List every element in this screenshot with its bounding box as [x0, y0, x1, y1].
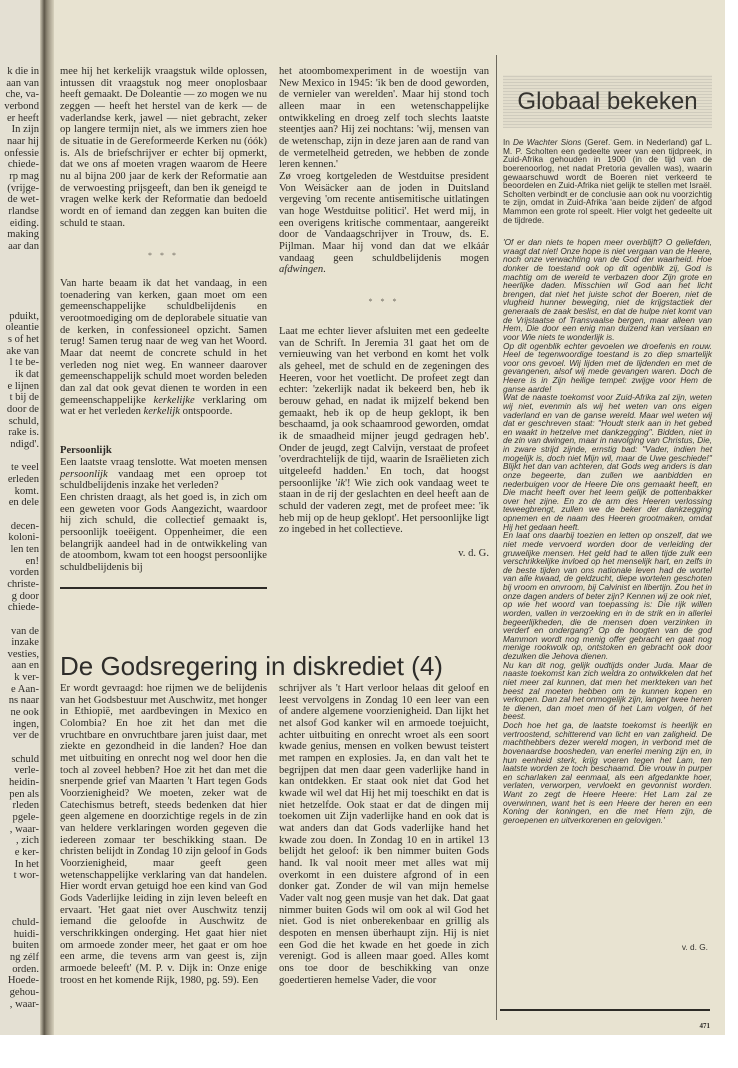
text-run: het atoombomexperiment in de woestijn van New Mexico in 1945: 'ik ben de dood geworden, de vernieler van werelden'. Maar hij stond toch alleen maar in een wetenschappelijke ontwikkeling en droeg zelf toch slechts laatste steentjes aan? Hij zei nochtans: 'wij, mensen van de wetenschap, zijn in deze jaren aan de rand van de vermetelheid getreden, we hebben de zonde leren kennen.': [279, 66, 489, 171]
text-fragment-line: verle-: [14, 765, 39, 777]
text-fragment-line: chiede-: [7, 159, 39, 171]
text-fragment-line: naar hij: [6, 135, 39, 147]
sidebar-signature: v. d. G.: [681, 942, 708, 952]
text-fragment-line: er heeft: [6, 112, 39, 124]
text-fragment-line: t wor-: [13, 870, 39, 882]
article-column-2-part-2: [279, 326, 489, 536]
text-fragment-line: (vrijge-: [7, 182, 39, 194]
text-fragment-line: ake van: [6, 345, 39, 357]
text-fragment-line: , waar-: [9, 998, 39, 1010]
article-column-1-part-1: [60, 66, 267, 229]
text-fragment-line: schuld: [11, 753, 39, 765]
text-run: Een laatste vraag tenslotte. Wat moeten mensen: [60, 457, 267, 468]
text-fragment-line: aar dan: [8, 240, 39, 252]
text-run: ontspoorde.: [180, 406, 233, 418]
text-fragment-line: door de: [6, 404, 39, 416]
quote-paragraph: [503, 393, 712, 531]
page-fold-gutter: [40, 0, 54, 1035]
text-fragment-line: vesties,: [7, 648, 39, 660]
text-fragment-line: t bij de: [9, 392, 39, 404]
text-fragment-line: k ver-: [14, 672, 39, 684]
italic-text-run: De Wachter Sions: [513, 137, 582, 147]
quote-paragraph: [503, 531, 712, 660]
text-run: '! Wie zich ook vandaag weet te staan in de rij der geslachten en deel heeft aan de schuld der vaderen zegt, met de profeet mee: 'ik heb mij op de heup geklopt'. Het persoonlijke ligt zo ingebed in het collectieve.: [279, 477, 489, 536]
text-fragment-line: che, va-: [5, 89, 39, 101]
text-run: Er wordt gevraagd: hoe rijmen we de belijdenis van het Godsbestuur met Auschwitz, met honger in Ethiopië, met aardbevingen in Mexico en Colombia? En hoe zit het dan met die vruchtbare en onvruchtbare jaren juist daar, met ziekte en gezondheid in die landen? Hoe dan met uitbuiting en onrecht nog wel door hen die toch al zoveel hebben? Hoe zit het dan met die snerpende grief van Maarten 't Hart tegen Gods Voorzienigheid? We moeten, zeker wat de Catechismus betreft, steeds bedenken dat hier geen algemene en doorzichtige regels in de zin van heldere verklaringen worden gegeven die iedereen zomaar ter beschikking staan. De christen belijdt in Zondag 10 zijn geloof in Gods Voorzienigheid, maar geeft geen wetenschappelijke verklaring van dat handelen. Hier wordt ervan getuigd hoe een kind van God Gods Vaderlijke leiding in zijn leven beleeft en ervaart. 'Het gaat niet over Auschwitz tenzij iemand die geloofde in Auschwitz de verschrikkingen onderging. Het gaat hier niet om armoede zonder meer, het gaat er om hoe een arme, die tevens arm van geest is, zijn armoede beleeft' (M. P. v. Dijk in: Onze enige troost en het komende Rijk, 1980, pg. 59). Een: [60, 683, 267, 986]
intro-paragraph: [503, 138, 712, 224]
text-fragment-line: [0, 905, 39, 917]
text-fragment-line: ik dat: [15, 369, 39, 381]
text-fragment-line: len ten: [10, 543, 39, 555]
text-fragment-line: g door: [11, 590, 39, 602]
paragraph: [279, 326, 489, 536]
text-fragment-line: verbond: [4, 100, 39, 112]
sidebar-intro: [503, 138, 712, 224]
text-fragment-line: en!: [25, 555, 39, 567]
text-fragment-line: ndigd'.: [10, 439, 39, 450]
text-run: In: [503, 137, 514, 147]
text-fragment-line: In het: [14, 858, 39, 870]
text-fragment-line: s of het: [7, 334, 39, 346]
paragraph: [60, 66, 267, 229]
text-fragment-line: pen als: [9, 788, 39, 800]
text-fragment-line: vorden: [9, 567, 39, 579]
text-fragment-line: e lijnen: [7, 380, 39, 392]
bottom-article-column-2: [279, 683, 489, 986]
text-fragment-line: [0, 882, 39, 894]
sidebar-title-box: [503, 75, 712, 128]
text-run: verklaring om wat er het verleden: [60, 394, 267, 418]
text-fragment-line: aan van: [6, 77, 39, 89]
text-fragment-line: making: [7, 229, 39, 241]
quote-paragraph: [503, 238, 712, 342]
text-fragment-line: buiten: [12, 940, 39, 952]
sidebar-bottom-rule: [500, 1009, 710, 1011]
text-run: Nu kan dit nog, gelijk oudtijds onder Juda. Maar de naaste toekomst kan zich weldra zo ontwikkelen dat het niet meer zal kunnen, dat men het merkteken van het beest zal moeten hebben om te kunnen kopen en verkopen. Dan zal het onmogelijk zijn, langer twee heren te dienen, dan moet men óf het Lam volgen, óf het beest.: [503, 659, 712, 722]
quote-paragraph: [503, 342, 712, 394]
text-fragment-line: chiede-: [7, 602, 39, 614]
text-fragment-line: e Aan-: [11, 683, 39, 695]
text-fragment-line: christe-: [7, 578, 39, 590]
text-fragment-line: komt.: [14, 485, 39, 497]
text-fragment-line: [0, 299, 39, 311]
text-fragment-line: orden.: [12, 963, 39, 975]
italic-text-run: kerkelijke: [153, 394, 195, 406]
italic-text-run: ik: [337, 477, 346, 489]
text-fragment-line: [0, 614, 39, 626]
text-run: Doch hoe het ga, de laatste toekomst is heerlijk en vertroostend, schitterend van licht en van zaligheid. De machthebbers dezer wereld mogen, in verbond met de bovenaardse boosheden, van enerlei mening zijn en, in hun eenheid sterk, krijg voeren tegen het Lam, ten laatste worden ze toch beschaamd. Die vrouw in purper en scharlaken zal eenmaal, als een afgedankte hoer, verlaten, verworpen, vervloekt en gevonnist worden. Want zo zegt de Heere Heere: Het Lam zal ze overwinnen, want het is een Heere der heren en een Koning der koningen, en die met Hem zijn, de geroepenen en uitverkorenen en gelovigen.': [503, 720, 712, 825]
text-run: schrijver als 't Hart verloor helaas dit geloof en leest vervolgens in Zondag 10 een leer van een of andere algemene voorzienigheid. Dan lijkt het net alsof God kanker wil en armoede toejuicht, achter uitbuiting en onrecht wroet als een soort kwade genius, mensen en volken bewust teistert met rampen en explosies. Ja, en dan valt het te begrijpen dat men daar geen vaderlijke hand in kan ontdekken. Er staat ook niet dat God het kwade wil wel dat Hij het mij toeschikt en dat is niet hetzelfde. Ook staat er dat de dingen mij toekomen uit Zijn vaderlijke hand en ook dat is wat anders dan dat Gods vaderlijke hand het kwade zou doen. In Zondag 10 en in artikel 13 belijdt het geloof: ik ben nimmer buiten Gods hand. Ik val nooit meer met alles wat mij overkomt in een duistere afgrond of in een donker gat. Zonder de wil van mijn hemelse Vader valt nog geen musje van het dak. Dat gaat nimmer buiten Gods wil om ook al wil God het niet. God is niet onberekenbaar en grillig als despoten en mensen überhaupt zijn. Hij is niet een God die het kwade en het goede in zich verenigt. God is alleen maar goed. Alles komt ons toe door de beschikking van onze goedertieren hemelse Vader, die voor: [279, 683, 489, 986]
text-fragment-line: [0, 276, 39, 288]
previous-page-text-fragments: [0, 66, 39, 1010]
text-fragment-line: In zijn: [11, 124, 39, 136]
subheading-persoonlijk: Persoonlijk: [60, 445, 112, 456]
text-fragment-line: schuld,: [8, 415, 39, 427]
section-separator: * * *: [368, 297, 400, 306]
text-fragment-line: huidi-: [13, 928, 39, 940]
text-run: .: [323, 264, 326, 276]
paragraph: [279, 683, 489, 986]
text-fragment-line: [0, 287, 39, 299]
text-fragment-line: rlandse: [8, 205, 39, 217]
text-fragment-line: e ker-: [14, 846, 39, 858]
sidebar-title: Globaal bekeken: [517, 88, 698, 115]
sidebar-quote: [503, 238, 712, 825]
author-signature: v. d. G.: [458, 548, 489, 559]
article-column-2-part-1: [279, 66, 489, 276]
text-fragment-line: te veel: [11, 462, 39, 474]
quote-paragraph: [503, 721, 712, 825]
bottom-article-column-1: [60, 683, 267, 986]
text-fragment-line: l te be-: [9, 357, 39, 369]
text-run: En laat ons daarbij toezien en letten op onszelf, dat we niet mede vervoerd worden door de verleiding der gruwelijke mensen. Het geld had te allen tijde zulk een verschrikkelijke invloed op het menselijk hart, en zelfs in de beste tijden van ons nationale leven had de wortel van alle kwaad, de geldzucht, diepe wortelen geschoten bij vroom en onvroom, bij Calvinist en libertijn. Zou het in onze dagen anders of beter zijn? Kennen wij ze ook niet, op wie het woord van toepassing is: Die rijk willen worden, vallen in verzoeking en in de strik en in allerlei begeerlijkheden, die de mensen doen verzinken in verderf en ondergang? Op de hoogten van de god Mammon wordt nog menig offer gebracht en gaat nog menige rookwolk op, ontstoken en gebracht ook door dezulken die Jehova dienen.: [503, 530, 712, 661]
text-fragment-line: de wet-: [7, 194, 39, 206]
text-fragment-line: k die in: [7, 66, 39, 77]
text-fragment-line: heidin-: [8, 777, 39, 789]
text-fragment-line: , zich: [16, 835, 39, 847]
text-fragment-line: onfessie: [4, 147, 39, 159]
section-separator: * * *: [148, 251, 179, 260]
italic-text-run: persoonlijk: [60, 468, 108, 480]
quote-paragraph: [503, 661, 712, 721]
page-number: 471: [699, 1022, 710, 1030]
text-fragment-line: [0, 253, 39, 265]
text-run: (Geref. Gem. in Nederland) gaf L. M. P. Scholten een gedeelte weer van een tijdpreek, in Zuid-Afrika gehouden in 1900 (in de tijd van de boerenoorlog, net nadat Pretoria gevallen was), waarin gewaarschuwd wordt de Boeren niet verkeerd te beoordelen en Zuid-Afrika niet gelijk te stellen met Israël. Scholten verbindt er de conclusie aan ook nu voorzichtig te zijn, omdat in Zuid-Afrika 'aan beide zijden' de afgod Mammon een grote rol speelt. Hier volgt het gedeelte uit de tijdrede.: [503, 137, 712, 225]
italic-text-run: kerkelijk: [143, 406, 180, 418]
text-fragment-line: aan en: [11, 660, 39, 672]
text-run: Zø vroeg kortgeleden de Westduitse president Von Weisäcker aan de joden in Duitsland vergeving 'om recente antisemitische uitlatingen van hoge Westduitse politici'. Het werd mij, in een overigens kritische commentaar, aangereikt door de Vandaagschrijver in Trouw, ds. E. Pijlman. Maar hij vond dan dat we elkáár vandaag geen schuldbelijdenis mogen: [279, 171, 489, 264]
text-fragment-line: , waar-: [9, 823, 39, 835]
text-fragment-line: eiding.: [9, 217, 39, 229]
text-run: Een christen draagt, als het goed is, in zich om een geweten voor Gods Aangezicht, waardoor hij zich schuld, die collectief gemaakt is, persoonlijk toeëigent. Oppenheimer, die een belangrijk aandeel had in de ontwikkeling van de atoombom, kwam tot een hoogst persoonlijke schuldbelijdenis bij: [60, 492, 267, 574]
italic-text-run: afdwingen: [279, 264, 324, 276]
text-run: Wat de naaste toekomst voor Zuid-Afrika zal zijn, weten wij niet, evenmin als wij het weten van ons eigen vaderland en van de ganse wereld. Maar wel weten wij dat er geschreven staat: ''Houdt sterk aan in het gebed en waakt in hetzelve met dankzegging''. Bidden, niet in de zin van dwingen, maar in navolging van Christus, Die, in zware strijd zijnde, ernstig bad: ''Vader, indien het mogelijk is, doch niet Mijn wil, maar de Uwe geschiede!'' Blijkt het dan van achteren, dat Gods weg anders is dan onze begeerte, dan zullen we aanbidden en nederbuigen voor de Heere Die ons gemaakt heeft, en Die macht heeft over het leem gelijk de pottenbakker over het zijne. En zo de arm des Heeren verlossing teweegbrengt, zullen we de beker der dankzegging opnemen en de naam des Heeren grootmaken, omdat Hij het gedaan heeft.: [503, 392, 712, 532]
text-run: vandaag met een oproep tot schuldbelijdenis inzake het verleden?: [60, 468, 267, 492]
text-fragment-line: [0, 451, 39, 463]
text-fragment-line: rake is.: [8, 427, 39, 439]
text-fragment-line: rp mag: [9, 170, 39, 182]
article-column-1-part-3: [60, 457, 267, 574]
paragraph: [60, 683, 267, 986]
text-fragment-line: [0, 894, 39, 906]
text-fragment-line: ver de: [12, 730, 39, 742]
text-fragment-line: van de: [11, 625, 39, 637]
paragraph: [60, 492, 267, 574]
text-fragment-line: inzake: [11, 637, 39, 649]
paragraph: [279, 171, 489, 276]
text-fragment-line: Hoede-: [7, 975, 39, 987]
text-fragment-line: rleden: [12, 800, 39, 812]
text-fragment-line: decen-: [10, 520, 39, 532]
column-divider: [496, 55, 497, 1020]
text-fragment-line: gehou-: [9, 986, 39, 998]
text-run: Op dit ogenblik echter gevoelen we droefenis en rouw. Heel de tegenwoordige toestand is zo diep smartelijk voor ons gevoel. Wij lijden met de lijdenden en met de gevangenen, alsof wij mede gevangen waren. Doch de Heere is in Zijn heilige tempel: zwijge voor Hem de ganse aarde!: [503, 340, 712, 394]
text-fragment-line: en dele: [8, 497, 39, 509]
text-fragment-line: [0, 264, 39, 276]
text-fragment-line: pduikt,: [9, 310, 39, 322]
paragraph: [279, 66, 489, 171]
text-fragment-line: [0, 509, 39, 521]
column-end-rule: [60, 587, 267, 589]
text-run: Van harte beaam ik dat het vandaag, in een toenadering van kerken, gaan moet om een gemeenschappelijke schuldbelijdenis en verootmoediging om de deplorabele situatie van de kerken, in confessioneel opzicht. Samen terug! Samen terug naar de weg van het Woord. Maar dat neemt de concrete schuld in het verleden nog niet weg. En wanneer daarover gemeenschappelijk schuld moet worden beleden dan zal dat ook gevat dienen te worden in een gemeenschappelijke: [60, 278, 267, 406]
text-fragment-line: koloni-: [8, 532, 39, 544]
text-fragment-line: oleantie: [5, 322, 39, 334]
paragraph: [60, 278, 267, 418]
article-column-1-part-2: [60, 278, 267, 418]
text-fragment-line: erleden: [7, 473, 39, 485]
text-fragment-line: ns naar: [8, 695, 39, 707]
text-fragment-line: ng zélf: [9, 951, 39, 963]
text-run: Laat me echter liever afsluiten met een gedeelte van de Schrift. In Jeremia 31 gaat het om de vernieuwing van het verbond en komt het volk als geheel, met de schuld en de zegeningen des Heeren, voor het voetlicht. De profeet zegt dan echter: 'zekerlijk nadat ik bekeerd ben, heb ik berouw gehad, en nadat ik mijzelf bekend ben gemaakt, heb ik op de heup geklopt, ik ben beschaamd, ja ook schaamrood geworden, omdat ik de smaadheid mijner jeugd gedragen heb'. Onder de jeugd, zegt Calvijn, verstaat de profeet 'overdrachtelijk de tijd, waarin de Israëlieten zich uitgeleefd hadden.' En toch, dat hoogst persoonlijke ': [279, 326, 489, 489]
text-fragment-line: chuld-: [11, 916, 39, 928]
text-fragment-line: ingen,: [12, 718, 39, 730]
text-fragment-line: [0, 742, 39, 754]
article-headline: De Godsregering in diskrediet (4): [60, 651, 443, 681]
paragraph: [60, 457, 267, 492]
text-fragment-line: pgele-: [12, 812, 39, 823]
text-fragment-line: ne ook: [10, 707, 39, 719]
text-run: mee hij het kerkelijk vraagstuk wilde oplossen, intussen dit vraagstuk nog meer onoplosbaar heeft gemaakt. De Doleantie — zo mogen we nu zeggen — heeft het herstel van de kerk — de vaderlandse kerk, jawel — niet gebracht, zeker op langere termijn niet, als we immers zien hoe de situatie in de Gereformeerde Kerken nu (óók) is. Als de briefschrijver er echter bij opmerkt, dat we ons af moeten vragen waarom de Heere nu al bijna 200 jaar de kerk der Reformatie aan de verwoesting prijsgeeft, dan ben ik geneigd te vragen welke kerk der Reformatie dan bedoeld wordt en of iemand dan zeggen kan buiten die schuld te staan.: [60, 66, 267, 229]
text-run: 'Of er dan niets te hopen meer overblijft? O geliefden, vraagt dat niet! Onze hope is niet vergaan van de Heere, noch onze verwachting van de God der waarheid. Hoe donker de toestand ook op dit ogenblik zij, God is machtig om de wereld te verbazen door Zijn grote en heerlijke daden. Misschien wil God aan het licht brengen, dat niet het juiste schot der Boeren, niet de vlugheid hunner beweging, niet de krijgstactiek der generaals de zaak beslist, en dat de hulpe niet komt van de Vrijstaatse of Transvaalse bergen, maar alleen van Hem, Die door een enig man duizend kan verslaan en voor Wie niets te wonderlijk is.: [503, 237, 712, 342]
